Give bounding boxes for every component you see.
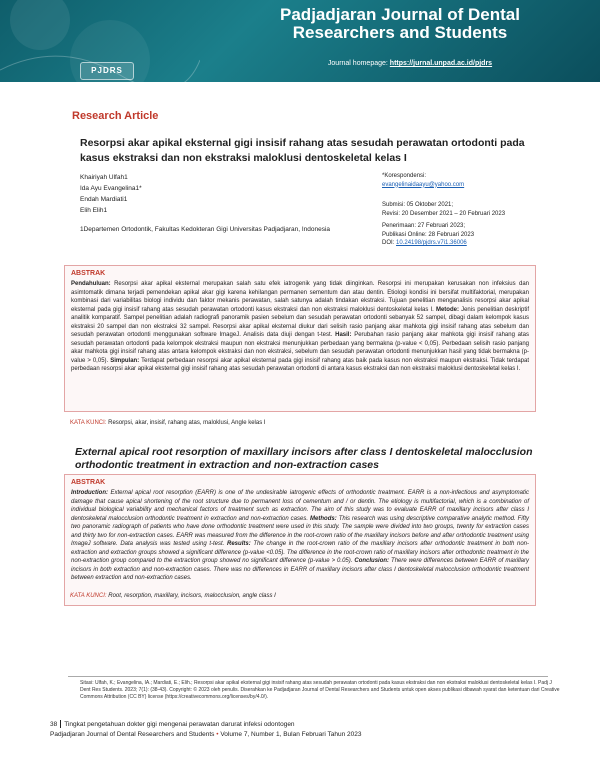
abstract-box-english bbox=[64, 474, 536, 606]
running-title: Tingkat pengetahuan dokter gigi mengenai perawatan darurat infeksi odontogen bbox=[64, 721, 295, 728]
title-english: External apical root resorption of maxillary incisors after class I dentoskeletal malocclusion orthodontic treatment in extraction and non-extraction cases bbox=[75, 446, 533, 471]
footer-line-2: Padjadjaran Journal of Dental Researchers and Students • Volume 7, Number 1, Bulan Februari Tahun 2023 bbox=[50, 731, 362, 738]
affiliation: 1Departemen Ortodontik, Fakultas Kedokteran Gigi Universitas Padjadjaran, Indonesia bbox=[80, 226, 331, 233]
correspondence-email[interactable]: evangelinaidaayu@yahoo.com bbox=[382, 181, 465, 188]
author: Khairiyah Ulfah1 bbox=[80, 174, 128, 181]
citation: Sitasi: Ulfah, K.; Evangelina, IA.; Mardiati, E.; Elih.; Resorpsi akar apikal eksternal gigi insisif rahang atas sesudah perawatan ortodonti pada kasus ekstraksi dan non ekstraksi maloklusi dentoskeletal kelas I. Padj J Dent Res Students. 2023; 7(1): (38-43). Copyright: © 2023 oleh penulis. Diserahkan ke Padjadjaran Journal of Dental Researchers and Students untuk open akses publikasi dibawah syarat dan ketentuan dari Creative Commons Attribution (CC BY) license (https://creativecommons.org/licenses/by/4.0/). bbox=[80, 680, 560, 700]
footer-issue: Volume 7, Number 1, Bulan Februari Tahun 2023 bbox=[220, 731, 362, 738]
footer-journal: Padjadjaran Journal of Dental Researchers and Students bbox=[50, 731, 215, 738]
abstract-heading: ABSTRAK bbox=[71, 270, 106, 277]
abstract-heading: ABSTRAK bbox=[71, 479, 106, 486]
author: Endah Mardiati1 bbox=[80, 196, 128, 203]
journal-badge: PJDRS bbox=[80, 62, 134, 80]
keywords-english: KATA KUNCI: Root, resorption, maxillary, incisors, malocclusion, angle class I bbox=[70, 593, 276, 599]
correspondence-block: *Korespondensi: evangelinaidaayu@yahoo.com Submisi: 05 Oktober 2021; Revisi: 20 Desember 2021 – 20 Februari 2023 Penerimaan: 27 Februari 2023; Publikasi Online: 28 Februari 2023 DOI: 10.24198/pjdrs.v7i1.36006 bbox=[382, 172, 582, 248]
article-type: Research Article bbox=[72, 110, 159, 122]
journal-banner bbox=[0, 0, 600, 82]
page-number: 38 bbox=[50, 721, 58, 728]
footer-line-1 bbox=[50, 720, 550, 730]
author: Elih Elih1 bbox=[80, 207, 108, 214]
journal-title: Padjadjaran Journal of Dental Researchers and Students bbox=[280, 5, 520, 42]
abstract-body: Pendahuluan: Resorpsi akar apikal eksternal merupakan salah satu efek iatrogenik yang tidak diinginkan. Resorpsi ini merupakan kerusakan non infeksius dan asimtomatik dimana terjadi pemendekan apikal akar gigi karena kehilangan permanen sementum dan atau dentin. Etiologi kondisi ini bersifat multifaktorial, merupakan kombinasi dari variabilitas biologi individu dan faktor mekanis perawatan, salah satunya adalah tindakan ekstraksi. Tujuan penelitian menganalisis resorpsi akar apikal eksternal pada gigi insisif rahang atas sesudah perawatan ortodonti kasus ekstraksi dan non ekstraksi maloklusi dentoskeletal kelas I. Metode: Jenis penelitian deskriptif analitik komparatif. Sampel penelitian adalah radiografi panoramik pasien sebelum dan sesudah perawatan ortodonti sebanyak 52 sampel, dibagi dalam kelompok kasus ekstraksi 20 sampel dan non ekstraksi 32 sampel. Resorpsi akar apikal eksternal diukur dari selisih rasio panjang akar mahkota gigi insisif rahang atas sebelum dan sesudah perawatan ortodonti menggunakan software ImageJ. Analisis data diuji dengan t-test. Hasil: Perubahan rasio panjang akar mahkota gigi insisif rahang atas sesudah perawatan ortodonti pada kelompok ekstraksi maupun non ekstraksi menunjukkan perbedaan yang bermakna (p-value < 0,05). Perbedaan selisih rasio panjang akar mahkota gigi insisif rahang atas antara kelompok ekstraksi dan non ekstraksi, sebelum dan sesudah perawatan ortodonti menunjukkan hasil yang tidak bermakna (p-value > 0,05). Simpulan: Terdapat perbedaan resorpsi akar apikal eksternal pada gigi insisif rahang atas baik pada kasus non ekstraksi maupun ekstraksi. Tidak terdapat perbedaan resorpsi akar apikal eksternal gigi insisif rahang atas sesudah perawatan ortodonti di antara kasus ekstraksi dan non ekstraksi maloklusi dentoskeletal kelas I. bbox=[71, 281, 530, 372]
title-indonesian: Resorpsi akar apikal eksternal gigi insisif rahang atas sesudah perawatan ortodonti pada kasus ekstraksi dan non ekstraksi maloklusi dentoskeletal kelas I bbox=[80, 137, 525, 164]
journal-homepage: Journal homepage: https://jurnal.unpad.ac.id/pjdrs bbox=[327, 60, 493, 67]
abstract-body: Introduction: External apical root resorption (EARR) is one of the undesirable iatrogenic effects of orthodontic treatment. EARR is a non-infectious and asymptomatic damage that cause apical shortening of the root structure due to permanent loss of cementum and / or dentin. The etiology is multifactorial, which is a combination of individual biological variability and mechanical factors of treatment such as extraction. The aim of this study was to evaluate EARR of maxillary incisors after class I dentoskeletal malocclusion orthodontic treatment in extraction and non-extraction cases. Methods: This research was using descriptive comparative analytic method. Fifty two panoramic radiograph of patients who have done orthodontic treatment were used in this study. The sample were divided into two groups, twenty for extraction cases and thirty two for non-extraction cases. EARR was measured from the difference in the root-crown ratio of the maxillary incisors before and after orthodontic treatment using ImageJ software. Data analysis was tested using t-test. Results: The change in the root-crown ratio of the maxillary incisors after orthodontic treatment in both non-extraction and extraction groups showed a significant difference (p-value <0.05). The difference in the root-crown ratio of maxillary incisors after orthodontic treatment in the non-extraction group compared to the extraction group showed no significant difference (p-value > 0.05). Conclusion: There were differences between EARR of maxillary incisors in both extraction and non-extraction cases. There was no differences in EARR of maxillary incisors after class I dentoskeletal malocclusion orthodontic treatment between extraction and non-extraction cases. bbox=[71, 490, 530, 581]
doi-link[interactable]: 10.24198/pjdrs.v7i1.36006 bbox=[396, 240, 467, 246]
homepage-link[interactable]: https://jurnal.unpad.ac.id/pjdrs bbox=[389, 60, 493, 67]
page-footer bbox=[50, 720, 550, 740]
abstract-box-indonesian bbox=[64, 265, 536, 412]
author: Ida Ayu Evangelina1* bbox=[80, 185, 142, 192]
doi-line: DOI: 10.24198/pjdrs.v7i1.36006 bbox=[382, 240, 467, 246]
author-list bbox=[80, 172, 142, 216]
divider bbox=[68, 676, 548, 677]
dates: Submisi: 05 Oktober 2021; Revisi: 20 Desember 2021 – 20 Februari 2023 Penerimaan: 27 Februari 2023; Publikasi Online: 28 Februari 2023 DOI: 10.24198/pjdrs.v7i1.36006 bbox=[382, 201, 582, 248]
keywords-indonesian: KATA KUNCI: Resorpsi, akar, insisif, rahang atas, maloklusi, Angle kelas I bbox=[70, 420, 266, 426]
